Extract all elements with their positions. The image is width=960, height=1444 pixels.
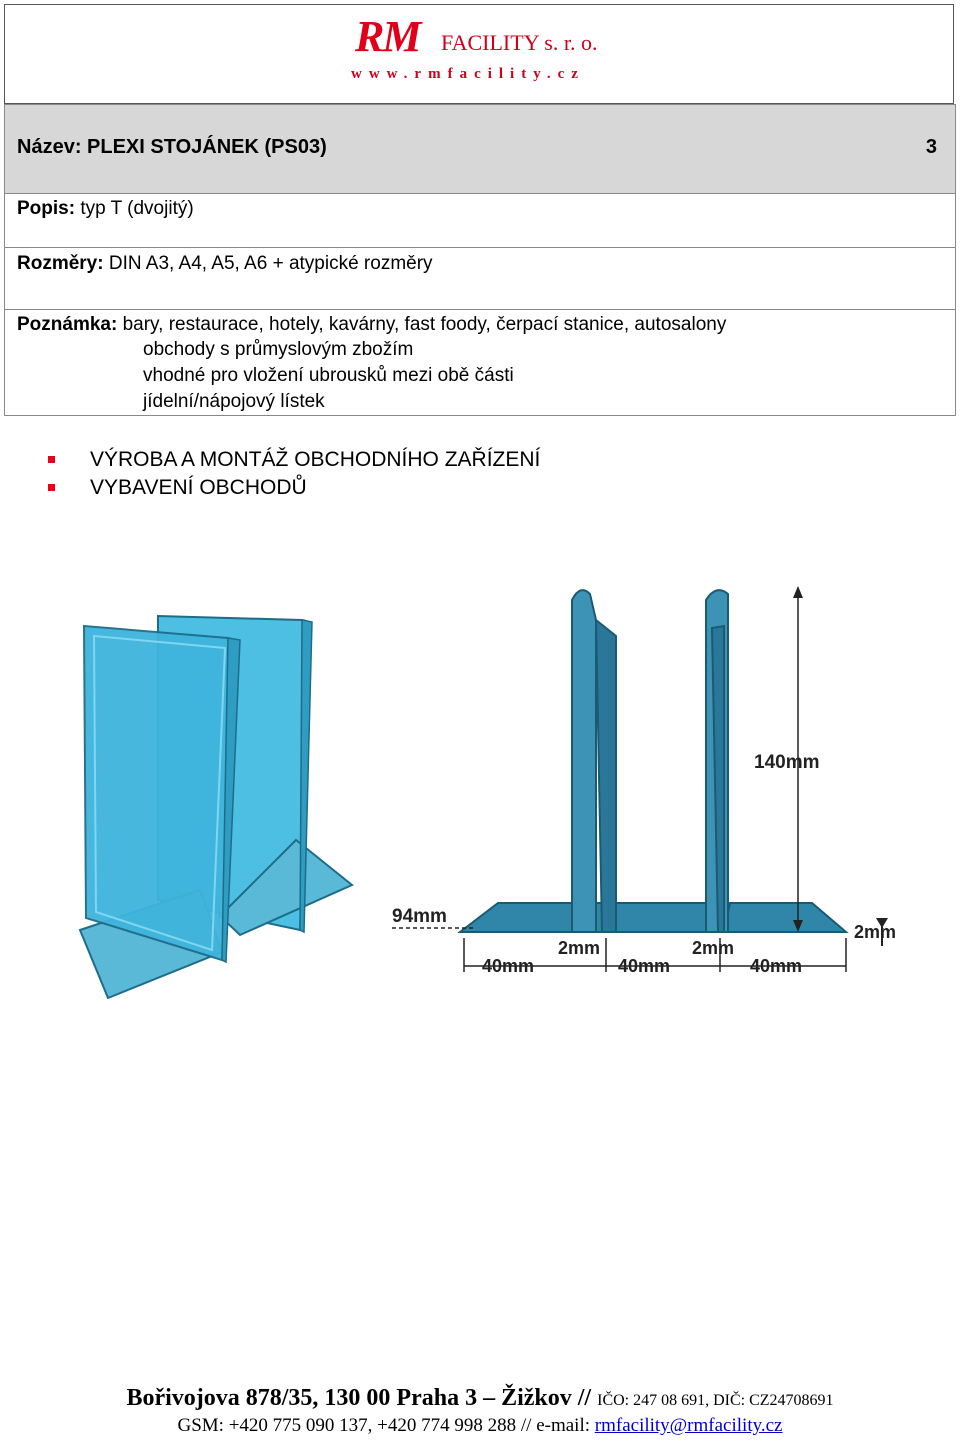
note-line-1 bbox=[17, 314, 726, 336]
header bbox=[4, 4, 954, 104]
page-number: 3 bbox=[925, 136, 937, 158]
height-arrow-top bbox=[793, 586, 803, 598]
bullet-square-icon bbox=[48, 456, 55, 463]
stand-3d-illustration bbox=[60, 600, 360, 1000]
height-label: 140mm bbox=[754, 752, 820, 773]
bullet-square-icon bbox=[48, 484, 55, 491]
middle-base bbox=[606, 903, 718, 932]
note-label: Poznámka: bbox=[17, 314, 118, 335]
logo-website: www.rmfacility.cz bbox=[351, 66, 585, 82]
dimensions-row bbox=[4, 248, 956, 310]
note-line-4: jídelní/nápojový lístek bbox=[143, 391, 325, 412]
base-label-1: 40mm bbox=[482, 956, 535, 976]
footer-ids: IČO: 247 08 691, DIČ: CZ24708691 bbox=[597, 1392, 834, 1409]
left-upright bbox=[572, 590, 596, 932]
description-value: typ T (dvojitý) bbox=[80, 198, 194, 219]
list-item-text: VYBAVENÍ OBCHODŮ bbox=[90, 476, 307, 499]
note-line-2: obchody s průmyslovým zbožím bbox=[143, 339, 414, 360]
technical-drawing bbox=[380, 570, 920, 990]
footer-address: Bořivojova 878/35, 130 00 Praha 3 – Žižkov // bbox=[126, 1385, 592, 1411]
thickness-label-3: 2mm bbox=[854, 922, 897, 942]
description-label: Popis: bbox=[17, 198, 76, 219]
dimensions-line bbox=[17, 253, 433, 275]
company-logo bbox=[351, 12, 655, 85]
front-panel bbox=[84, 626, 238, 960]
note-text: bary, restaurace, hotely, kavárny, fast foody, čerpací stanice, autosalony bbox=[122, 314, 727, 335]
list-item-text: VÝROBA A MONTÁŽ OBCHODNÍHO ZAŘÍZENÍ bbox=[90, 448, 541, 471]
footer-contact-line bbox=[0, 1414, 960, 1438]
footer-address-line bbox=[0, 1384, 960, 1415]
footer-gsm: GSM: +420 775 090 137, +420 774 998 288 // e-mail: bbox=[177, 1415, 591, 1436]
title-bar bbox=[4, 104, 956, 194]
footer-email-link[interactable]: rmfacility@rmfacility.cz bbox=[594, 1415, 783, 1436]
thickness-label-2: 2mm bbox=[692, 938, 735, 958]
dimensions-label: Rozměry: bbox=[17, 253, 104, 274]
dimensions-value: DIN A3, A4, A5, A6 + atypické rozměry bbox=[108, 253, 433, 274]
note-row bbox=[4, 310, 956, 416]
description-row bbox=[4, 194, 956, 248]
base-label-2: 40mm bbox=[618, 956, 671, 976]
depth-label: 94mm bbox=[392, 906, 447, 927]
description-line bbox=[17, 198, 194, 220]
product-title: Název: PLEXI STOJÁNEK (PS03) bbox=[17, 136, 327, 158]
logo-company-name: FACILITY s. r. o. bbox=[441, 30, 598, 55]
right-base bbox=[724, 903, 846, 932]
note-line-3: vhodné pro vložení ubrousků mezi obě části bbox=[143, 365, 514, 386]
thickness-label-1: 2mm bbox=[558, 938, 601, 958]
left-upright-fold bbox=[596, 620, 616, 932]
base-label-3: 40mm bbox=[750, 956, 803, 976]
logo-rm: RM bbox=[355, 12, 420, 61]
